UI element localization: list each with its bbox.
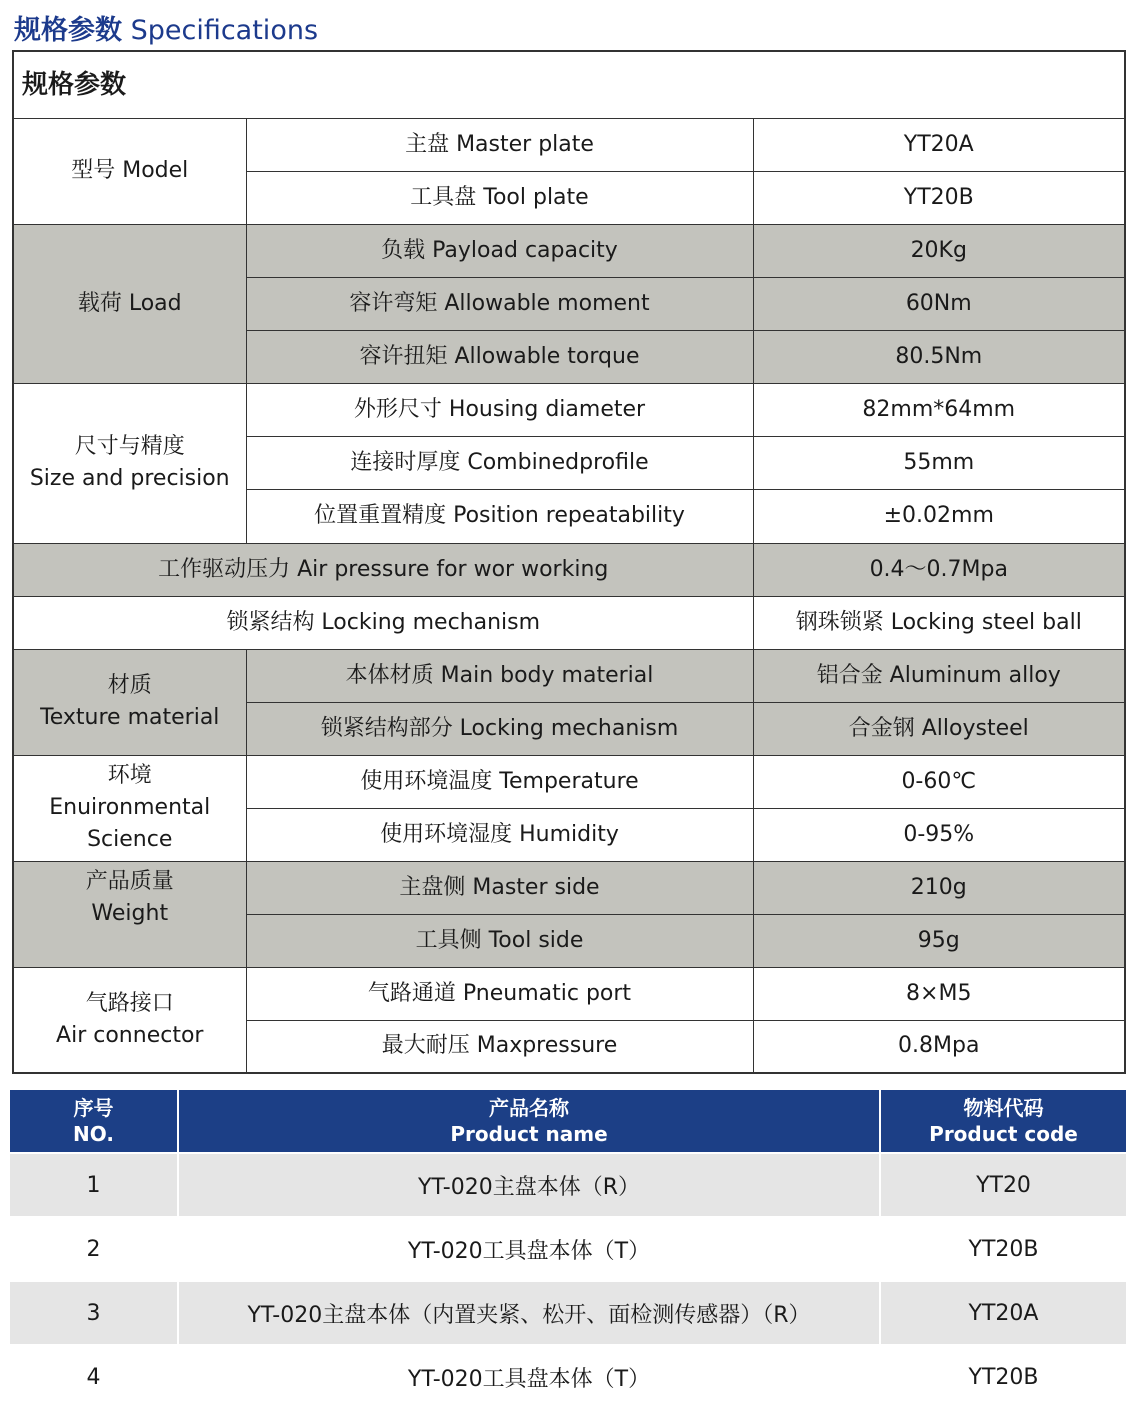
page-heading xyxy=(14,8,318,47)
spec-value: 60Nm xyxy=(753,277,1125,330)
spec-value: 210g xyxy=(753,861,1125,914)
spec-name: 使用环境温度 Temperature xyxy=(246,755,753,808)
spec-value: 80.5Nm xyxy=(753,330,1125,383)
spec-name: 负载 Payload capacity xyxy=(246,224,753,277)
spec-name: 锁紧结构部分 Locking mechanism xyxy=(246,702,753,755)
row-no: 2 xyxy=(10,1217,178,1281)
model-label: 型号 Model xyxy=(13,118,246,224)
spec-table xyxy=(12,50,1126,1074)
header-product-code xyxy=(880,1090,1126,1153)
locking-name: 锁紧结构 Locking mechanism xyxy=(13,596,753,649)
header-code-cn: 物料代码 xyxy=(963,1096,1044,1120)
spec-name: 最大耐压 Maxpressure xyxy=(246,1020,753,1073)
row-no: 3 xyxy=(10,1281,178,1345)
air-connector-label-en: Air connector xyxy=(56,1022,204,1048)
environment-label xyxy=(13,755,246,861)
product-table xyxy=(10,1090,1126,1408)
environment-label-en1: Enuironmental xyxy=(49,795,211,820)
spec-name: 容许弯矩 Allowable moment xyxy=(246,277,753,330)
spec-value: 95g xyxy=(753,914,1125,967)
air-connector-label xyxy=(13,967,246,1073)
spec-name: 工具侧 Tool side xyxy=(246,914,753,967)
row-no: 1 xyxy=(10,1153,178,1217)
row-product-code: YT20 xyxy=(880,1153,1126,1217)
weight-label xyxy=(13,861,246,967)
header-name-en: Product name xyxy=(450,1122,608,1146)
heading-cn: 规格参数 xyxy=(14,15,122,46)
spec-value: 82mm*64mm xyxy=(753,383,1125,436)
size-label-cn: 尺寸与精度 xyxy=(74,434,185,459)
spec-value: YT20A xyxy=(753,118,1125,171)
environment-label-en2: Science xyxy=(87,827,173,852)
spec-name: 主盘 Master plate xyxy=(246,118,753,171)
air-pressure-name: 工作驱动压力 Air pressure for wor working xyxy=(13,543,753,596)
row-product-name: YT-020主盘本体（R） xyxy=(178,1153,880,1217)
spec-value: 合金钢 Alloysteel xyxy=(753,702,1125,755)
header-name-cn: 产品名称 xyxy=(489,1096,569,1120)
row-product-code: YT20B xyxy=(880,1345,1126,1408)
header-no-en: NO. xyxy=(73,1122,114,1146)
size-label xyxy=(13,383,246,543)
row-product-code: YT20B xyxy=(880,1217,1126,1281)
table-row xyxy=(10,1217,1126,1281)
load-label: 载荷 Load xyxy=(13,224,246,383)
header-product-name xyxy=(178,1090,880,1153)
spec-name: 使用环境湿度 Humidity xyxy=(246,808,753,861)
spec-name: 主盘侧 Master side xyxy=(246,861,753,914)
table-row xyxy=(10,1153,1126,1217)
table-row xyxy=(10,1281,1126,1345)
header-no xyxy=(10,1090,178,1153)
spec-name: 外形尺寸 Housing diameter xyxy=(246,383,753,436)
spec-value: YT20B xyxy=(753,171,1125,224)
spec-value: 0-60℃ xyxy=(753,755,1125,808)
air-connector-label-cn: 气路接口 xyxy=(85,990,174,1016)
spec-name: 本体材质 Main body material xyxy=(246,649,753,702)
row-product-name: YT-020工具盘本体（T） xyxy=(178,1345,880,1408)
material-label-en: Texture material xyxy=(40,705,220,730)
weight-label-cn: 产品质量 xyxy=(85,868,174,894)
spec-value: 55mm xyxy=(753,436,1125,489)
locking-value: 钢珠锁紧 Locking steel ball xyxy=(753,596,1125,649)
spec-value: 20Kg xyxy=(753,224,1125,277)
spec-name: 工具盘 Tool plate xyxy=(246,171,753,224)
spec-value: ±0.02mm xyxy=(753,489,1125,543)
row-product-name: YT-020主盘本体（内置夹紧、松开、面检测传感器）（R） xyxy=(178,1281,880,1345)
spec-value: 0-95% xyxy=(753,808,1125,861)
material-label-cn: 材质 xyxy=(107,673,152,698)
spec-table-title: 规格参数 xyxy=(13,51,1125,118)
spec-value: 8×M5 xyxy=(753,967,1125,1020)
row-no: 4 xyxy=(10,1345,178,1408)
spec-value: 0.8Mpa xyxy=(753,1020,1125,1073)
air-pressure-value: 0.4～0.7Mpa xyxy=(753,543,1125,596)
spec-value: 铝合金 Aluminum alloy xyxy=(753,649,1125,702)
header-no-cn: 序号 xyxy=(73,1096,114,1120)
size-label-en: Size and precision xyxy=(29,466,230,491)
spec-name: 气路通道 Pneumatic port xyxy=(246,967,753,1020)
spec-name: 容许扭矩 Allowable torque xyxy=(246,330,753,383)
header-code-en: Product code xyxy=(929,1122,1078,1146)
heading-en: Specifications xyxy=(130,15,319,46)
spec-name: 连接时厚度 Combinedprofile xyxy=(246,436,753,489)
row-product-code: YT20A xyxy=(880,1281,1126,1345)
environment-label-cn: 环境 xyxy=(107,763,152,788)
material-label xyxy=(13,649,246,755)
weight-label-en: Weight xyxy=(91,900,169,926)
table-row xyxy=(10,1345,1126,1408)
spec-name: 位置重置精度 Position repeatability xyxy=(246,489,753,543)
row-product-name: YT-020工具盘本体（T） xyxy=(178,1217,880,1281)
